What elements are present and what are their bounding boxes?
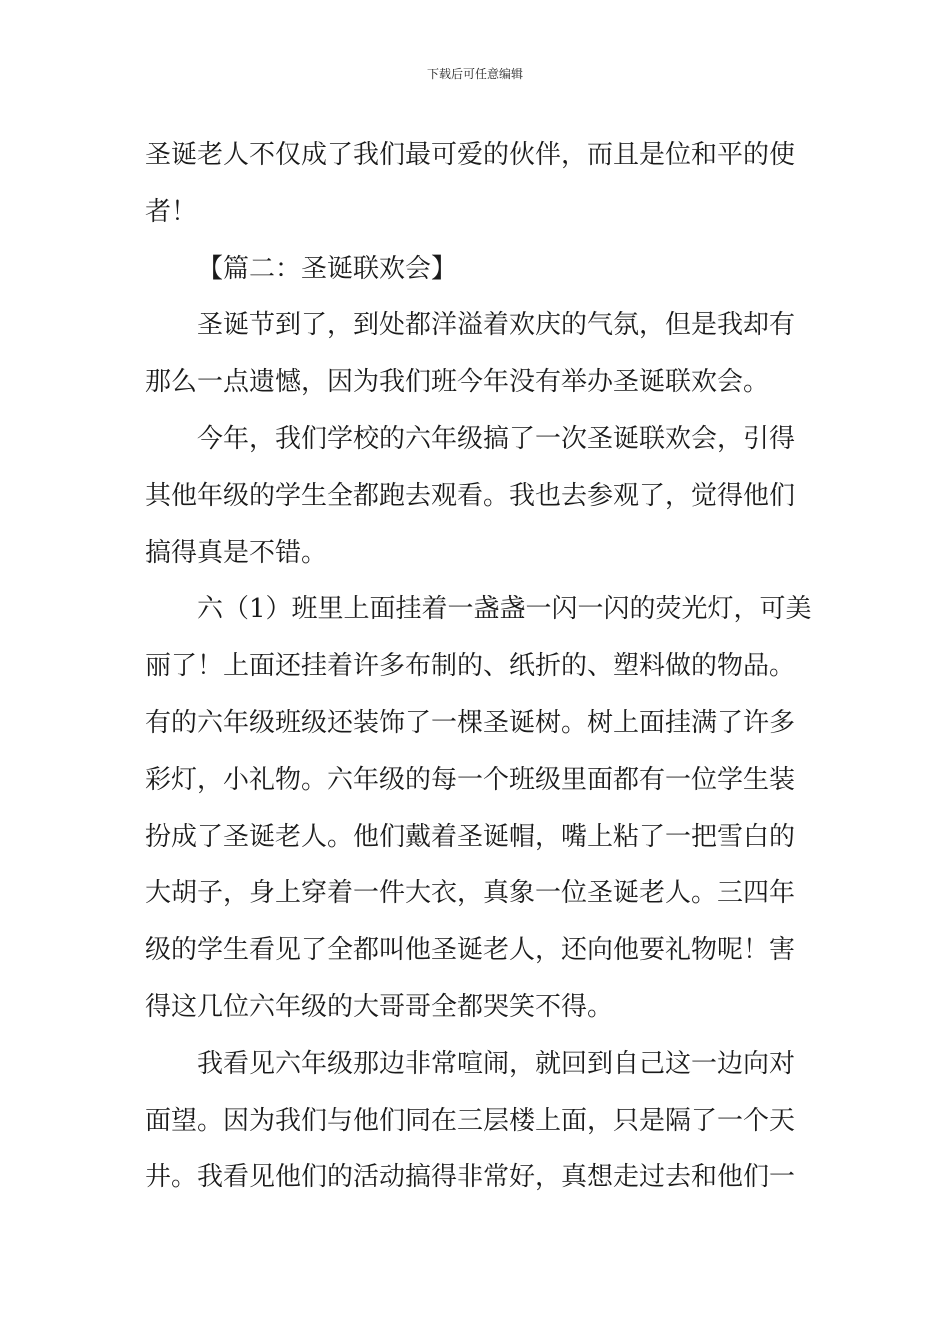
page-header-note: 下载后可任意编辑 xyxy=(426,67,523,81)
text-line: 丽了！上面还挂着许多布制的、纸折的、塑料做的物品。 xyxy=(145,651,796,682)
text-line: 圣诞节到了，到处都洋溢着欢庆的气氛，但是我却有 xyxy=(197,310,796,341)
document-body xyxy=(145,127,810,1206)
section-heading: 【篇二：圣诞联欢会】 xyxy=(197,253,458,284)
text-line: 今年，我们学校的六年级搞了一次圣诞联欢会，引得 xyxy=(197,423,796,454)
text-line: 六（1）班里上面挂着一盏盏一闪一闪的荧光灯，可美 xyxy=(197,594,812,625)
text-line: 那么一点遗憾，因为我们班今年没有举办圣诞联欢会。 xyxy=(145,367,770,398)
text-line: 级的学生看见了全都叫他圣诞老人，还向他要礼物呢！害 xyxy=(145,935,796,966)
text-line: 彩灯，小礼物。六年级的每一个班级里面都有一位学生装 xyxy=(145,764,796,795)
text-line: 其他年级的学生全都跑去观看。我也去参观了，觉得他们 xyxy=(145,480,796,511)
text-line: 圣诞老人不仅成了我们最可爱的伙伴，而且是位和平的使 xyxy=(145,140,796,170)
text-line: 得这几位六年级的大哥哥全都哭笑不得。 xyxy=(145,991,614,1022)
text-line: 井。我看见他们的活动搞得非常好，真想走过去和他们一 xyxy=(145,1162,796,1193)
text-line: 我看见六年级那边非常喧闹，就回到自己这一边向对 xyxy=(197,1048,796,1079)
text-line: 面望。因为我们与他们同在三层楼上面，只是隔了一个天 xyxy=(145,1105,796,1136)
text-line: 扮成了圣诞老人。他们戴着圣诞帽，嘴上粘了一把雪白的 xyxy=(145,821,796,852)
text-line: 者！ xyxy=(145,196,198,227)
text-line: 大胡子，身上穿着一件大衣，真象一位圣诞老人。三四年 xyxy=(145,878,796,909)
text-line: 搞得真是不错。 xyxy=(145,537,328,568)
text-line: 有的六年级班级还装饰了一棵圣诞树。树上面挂满了许多 xyxy=(145,707,796,738)
